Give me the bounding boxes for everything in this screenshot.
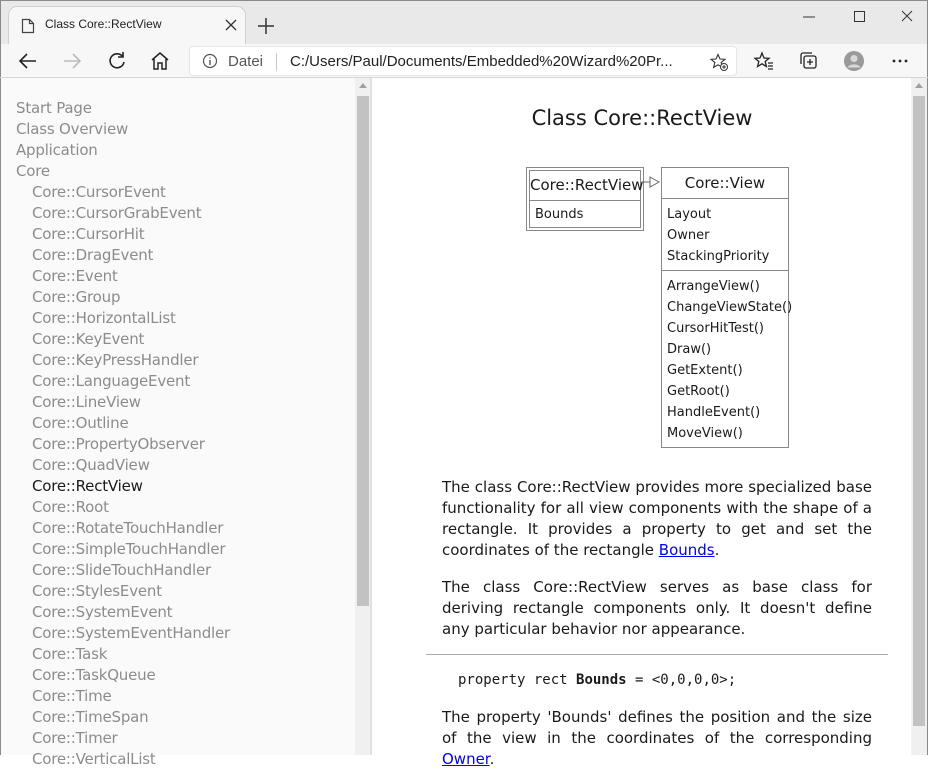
nav-item[interactable]: Core::Group [32,288,121,306]
profile-avatar-icon[interactable] [843,50,865,72]
uml-member: ChangeViewState() [667,300,793,315]
nav-item[interactable]: Core::Timer [32,729,118,747]
uml-member: Bounds [535,207,584,222]
nav-item[interactable]: Core::LanguageEvent [32,372,191,390]
code-initializer: = <0,0,0,0>; [626,672,737,688]
close-tab-icon[interactable] [225,19,237,31]
inheritance-arrow-icon [642,176,662,188]
nav-item[interactable]: Core::KeyEvent [32,330,145,348]
nav-item[interactable]: Core::HorizontalList [32,309,176,327]
property-description-end: . [489,750,495,768]
nav-scrollbar-thumb[interactable] [357,96,369,606]
collections-icon[interactable] [798,50,820,72]
uml-member: MoveView() [667,426,743,441]
url-text[interactable]: C:/Users/Paul/Documents/Embedded%20Wizard%20Pr... [290,53,673,70]
scroll-up-arrow-icon[interactable] [915,83,923,88]
nav-item[interactable]: Core::TimeSpan [32,708,149,726]
uml-base-properties [662,199,788,270]
page-title: Class Core::RectView [531,106,753,130]
nav-item[interactable]: Application [16,141,98,159]
add-favorite-icon[interactable] [710,53,728,71]
uml-class-properties [530,201,640,225]
description-paragraph [442,477,872,561]
nav-item[interactable]: Core::LineView [32,393,141,411]
nav-item[interactable]: Class Overview [16,120,129,138]
nav-item[interactable]: Core::CursorGrabEvent [32,204,202,222]
nav-item[interactable]: Core::Task [32,645,108,663]
property-description-paragraph [442,707,872,770]
favorites-icon[interactable] [753,50,775,72]
browser-toolbar [0,44,928,77]
minimize-icon[interactable] [797,9,821,25]
bounds-link[interactable]: Bounds [658,541,715,559]
content-frame [372,78,928,768]
info-icon[interactable] [202,53,218,69]
address-bar[interactable] [189,46,737,76]
uml-member: Draw() [667,342,712,357]
property-declaration [458,672,736,688]
nav-item[interactable]: Core::Outline [32,414,129,432]
uml-member: CursorHitTest() [667,321,764,336]
uml-member: Owner [667,228,710,243]
nav-item[interactable]: Core::VerticalList [32,750,156,768]
uml-member: HandleEvent() [667,405,761,420]
code-keyword: property rect [458,672,577,688]
nav-item[interactable]: Core::TaskQueue [32,666,156,684]
window-close-icon[interactable] [895,9,919,25]
nav-item[interactable]: Core::PropertyObserver [32,435,205,453]
uml-member: StackingPriority [667,249,770,264]
uml-base-class-name: Core::View [684,174,766,192]
back-arrow-icon[interactable] [17,50,39,72]
nav-item-active[interactable]: Core::RectView [32,477,143,495]
scroll-up-arrow-icon[interactable] [359,83,367,88]
horizontal-rule [426,654,888,655]
property-description-text: The property 'Bounds' defines the position and the size of the view in the coordinates of the corresponding [442,708,872,747]
forward-arrow-icon[interactable] [61,50,83,72]
page-icon [21,18,35,34]
refresh-icon[interactable] [106,50,128,72]
nav-item[interactable]: Core::SystemEventHandler [32,624,230,642]
nav-item[interactable]: Core::QuadView [32,456,150,474]
nav-item[interactable]: Core::CursorHit [32,225,145,243]
uml-class-name: Core::RectView [530,176,644,194]
nav-item[interactable]: Core::Time [32,687,112,705]
content-scrollbar[interactable] [911,78,927,755]
nav-item[interactable]: Core::CursorEvent [32,183,166,201]
description-text-end: . [714,541,720,559]
navigation-frame [0,78,370,768]
nav-item[interactable]: Core [16,162,50,180]
uml-member: ArrangeView() [667,279,760,294]
home-icon[interactable] [149,50,171,72]
nav-item[interactable]: Core::DragEvent [32,246,154,264]
uml-member: GetRoot() [667,384,730,399]
nav-item[interactable]: Core::SimpleTouchHandler [32,540,226,558]
description-text: The class Core::RectView provides more specialized base functionality for all view components with the shape of a rectangle. It provides a property to get and set the coordinates of the rectangle [442,478,872,559]
new-tab-icon[interactable] [257,17,275,35]
more-menu-icon[interactable] [889,50,911,72]
nav-item[interactable]: Core::Root [32,498,109,516]
nav-item[interactable]: Start Page [16,99,92,117]
uml-base-class-box[interactable] [661,167,793,448]
title-bar [0,0,928,44]
nav-item[interactable]: Core::StylesEvent [32,582,162,600]
uml-member: GetExtent() [667,363,743,378]
uml-base-methods [662,271,793,444]
uml-member: Layout [667,207,712,222]
base-class-paragraph: The class Core::RectView serves as base class for deriving rectangle components only. It doesn't define any particular behavior nor appearance. [442,578,872,638]
content-scrollbar-thumb[interactable] [913,96,925,726]
browser-tab[interactable] [9,7,245,45]
nav-item[interactable]: Core::RotateTouchHandler [32,519,224,537]
tab-title: Class Core::RectView [45,17,162,31]
nav-item[interactable]: Core::Event [32,267,118,285]
nav-item[interactable]: Core::SystemEvent [32,603,173,621]
address-separator [276,53,277,71]
code-property-name: Bounds [576,672,627,688]
nav-scrollbar[interactable] [355,78,371,755]
nav-item[interactable]: Core::KeyPressHandler [32,351,199,369]
class-navigation-list [16,98,230,770]
address-scheme-label: Datei [228,53,264,70]
owner-link[interactable]: Owner [442,750,490,768]
maximize-icon[interactable] [847,9,871,25]
nav-item[interactable]: Core::SlideTouchHandler [32,561,211,579]
uml-class-box[interactable] [526,167,644,231]
